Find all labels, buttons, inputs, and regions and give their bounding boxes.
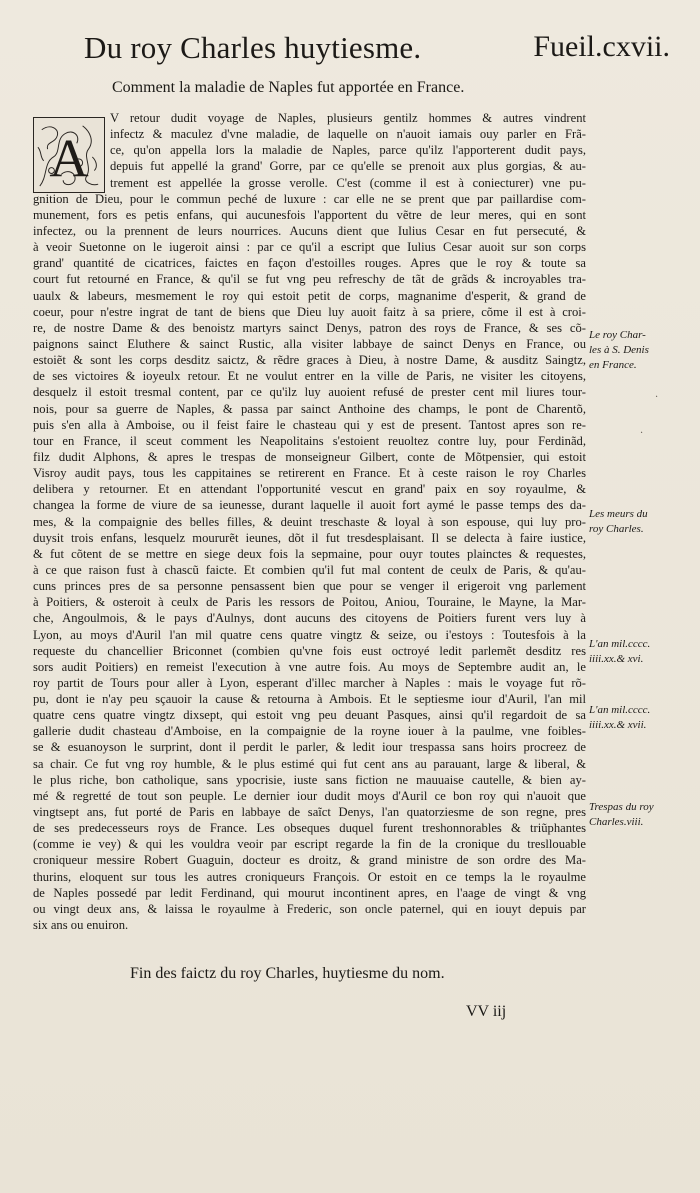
text-line: croniqueur messire Robert Guaguin, docteur es droitz, & grand ministre de son ordre des Ma- [33,853,586,868]
side-note-line: Les meurs du [589,508,648,520]
text-line: estoiẽt & sont les corps desditz saictz, & rẽdre graces à Dieu, à nostre Dame, & ausditz Saingtz, [33,353,586,368]
text-line: vingtsept ans, fut porté de Paris en labbaye de saĩct Denys, l'an quatorziesme de son regne, pres [33,805,586,820]
text-line: desquelz il estoit tresmal content, par ce qu'ilz luy auoient refusé de prester cent mil liures tour- [33,385,586,400]
text-line: requeste du chancellier Briconnet (combien qu'vne fois eust octroyé ledit parlemẽt desditz res [33,643,586,658]
text-line: six ans ou enuiron. [33,918,129,933]
text-line: ou vingt deux ans, & laissa le royaulme à Frederic, son oncle paternel, qui en iouyt depuis par [33,901,586,916]
text-line: filz dudit Alphons, & apres le trespas de monseigneur Gilbert, conte de Mõtpensier, qui estoit [33,449,586,464]
text-line: de ses victoires & ioyeulx retour. Et ne voulut entrer en la ville de Paris, ne visiter les citoyens, [33,369,586,384]
side-note-line: roy Charles. [589,523,644,535]
signature-mark: VV iij [466,1003,507,1020]
text-line: & fut cõtent de se mettre en siege deux fois la sepmaine, pour ouyr toutes plainctes & requestes, [33,546,586,561]
text-line: munement, fors es petis enfans, qui aucunesfois l'apportent du vẽtre de leur meres, qui en sont [33,207,586,222]
text-line: à ce que raison fust à chascũ faicte. Et combien qu'il fut mal content de ceulx de Paris, & qu'au- [33,562,586,577]
colophon: Fin des faictz du roy Charles, huytiesme du nom. [130,965,445,982]
text-line: puis s'en alla à Amboise, ou il feist faire le chasteau qui y est de present. Tantost apres son re- [33,417,586,432]
text-line: Visroy audit pays, tous les cappitaines se retirerent en France. Et à ceste raison le roy Charles [33,466,586,481]
text-line: infectz & maculez d'vne maladie, de laquelle on n'auoit iamais ouy parler en Frã- [110,127,586,142]
text-line: mé & regretté de tout son peuple. Le dernier iour dudit moys d'Auril ce bon roy qui n'auoit que [33,788,586,803]
text-line: V retour dudit voyage de Naples, plusieurs gentilz hommes & autres vindrent [110,111,586,125]
paper-speck: · [655,392,659,403]
side-note [589,637,689,667]
svg-text:A: A [49,127,89,189]
text-line: tour en France, il sceut comment les Neapolitains s'estoient reuoltez contre luy, pour Ferdinãd, [33,433,586,448]
text-line: Lyon, au moys d'Auril l'an mil quatre cens quatre vingtz & seize, ou i'estoys : Toutesfois à la [33,627,586,642]
text-line: ce, qu'on appella lors la maladie de Naples, parce qu'ilz l'apporterent dudit pays, [110,143,586,158]
text-line: delibera y retourner. Et en attendant l'opportunité vescut en grand' paix en soy royaulme, & [33,482,586,497]
side-note-line: L'an mil.cccc. [589,704,651,716]
side-note [589,328,689,373]
side-note-line: L'an mil.cccc. [589,638,651,650]
text-line: (comme ie vey) & qui les vouldra veoir par escript regarde la fin de la cronique du tresllouable [33,837,586,852]
text-line: mes, & la compaignie des belles filles, & deuint treschaste & loyal à son espouse, qui luy pro- [33,514,586,529]
side-note [589,800,689,830]
text-line: changea la forme de viure de sa ieunesse, durant laquelle il auoit fort aymé le passe temps des da- [33,498,586,513]
body-text [33,110,586,933]
text-line: coeur, pour n'estre ingrat de tant de biens que Dieu luy auoit faitz à sa priere, cõme il est à croi- [33,304,586,319]
text-line: re, de nostre Dame & des benoistz martyrs sainct Denys, patron des roys de France, & ses cõ- [33,320,586,335]
text-line: quatre cens quatre vingtz dixsept, qui estoit vng peu deuant Pasques, ainsi qu'il regardoit de sa [33,708,586,723]
side-note [589,507,689,537]
side-note-line: en France. [589,359,637,371]
text-line: court fut retourné en France, & qu'il se fut vng peu refreschy de tãt de grãds & incroyables tra- [33,272,586,287]
text-line: che, Angoulmois, & le pays d'Aulnys, dont aucuns des citoyens de Poitiers furent vers luy à [33,611,586,626]
text-line: de Naples possedé par ledit Ferdinand, qui mourut incontinent apres, en l'aage de vingt & vng [33,885,586,900]
page-header [84,30,670,74]
folio-number: Fueil.cxvii. [533,30,670,63]
text-line: cuns princes pres de sa personne pensassent bien que pour se venger il erigeroit vng parlement [33,579,586,594]
text-line: à veoir Suetonne on le iugeroit ainsi : par ce qu'il a escript que Iulius Cesar auoit sur son corps [33,240,586,255]
running-title: Du roy Charles huytiesme. [84,30,422,65]
side-note-line: Le roy Char- [589,329,646,341]
chapter-title: Comment la maladie de Naples fut apportée en France. [112,79,465,96]
side-note-line: iiii.xx.& xvii. [589,719,647,731]
text-line: duysit trois enfans, lesquelz moururẽt ieunes, dõt il fut tresdesplaisant. Il se delecta à faire iustice, [33,530,586,545]
side-note [589,703,689,733]
text-line: le plus riche, bon catholique, sans ypocrisie, iuste sans fiction ne mauuaise cautelle, & bien ay- [33,772,586,787]
text-line: grand' quantité de cicatrices, faictes en façon d'estoilles rouges. Apres que le roy & toute sa [33,256,586,271]
text-line: pu, dont ie n'ay peu sçauoir la cause & retourna à Ambois. Et le septiesme iour d'Auril, l'an mil [33,692,586,707]
side-note-line: les à S. Denis [589,344,649,356]
side-note-line: Trespas du roy [589,801,654,813]
text-line: thurins, eloquent sur tous les autres croniqueurs François. Or estoit en ce temps la le royaulme [33,869,586,884]
text-line: paignons sainct Eluthere & sainct Rustic, alla visiter labbaye de sainct Denys en France, ou [33,336,586,351]
text-line: nois, pour sa guerre de Naples, & passa par sainct Anthoine des champs, le pont de Charentõ, [33,401,586,416]
text-line: depuis fut appellé la grand' Gorre, par ce qu'elle se prenoit aux plus gorgias, & au- [110,159,586,174]
text-line: infectez, ou la prennent de leurs nourrices. Aucuns dient que Iulius Cesar en fut persecuté, & [33,223,586,238]
side-note-line: iiii.xx.& xvi. [589,653,644,665]
text-line: uaulx & labeurs, mesmement le roy qui estoit petit de corps, magnanime d'esperit, & grand de [33,288,586,303]
text-line: à Poitiers, & osteroit à ceulx de Paris les ressors de Poitou, Aniou, Touraine, le Mayne, la Mar- [33,595,586,610]
text-line: trement est appellée la grosse verolle. C'est (comme il est à coniecturer) vne pu- [110,175,586,190]
text-line: sa chair. Ce fut vng roy humble, & le plus estimé qui fut cent ans au parauant, large & liberal, & [33,756,586,771]
text-line: de ses predecesseurs roys de France. Les obseques duquel furent treshonnorables & triũphantes [33,821,586,836]
text-line: gnition de Dieu, pour le commun peché de luxure : car elle ne se prent que par paillardise com- [33,191,586,206]
paper-speck: · [640,428,644,439]
side-note-line: Charles.viii. [589,816,644,828]
text-line: sors audit Poitiers) en remeist l'execution à vne autre fois. Au moys de Septembre audit an, le [33,659,586,674]
text-line: se & esuanoyson le surprint, dont il perdit le parler, & ledit iour trespassa sans hoirs procreez de [33,740,586,755]
text-line: gallerie dudit chasteau d'Amboise, en la compaignie de la royne iouer à la paulme, vne foibles- [33,724,586,739]
text-line: roy partit de Tours pour aller à Lyon, esperant d'illec marcher à Naples : mais le voyage fut rõ- [33,675,586,690]
